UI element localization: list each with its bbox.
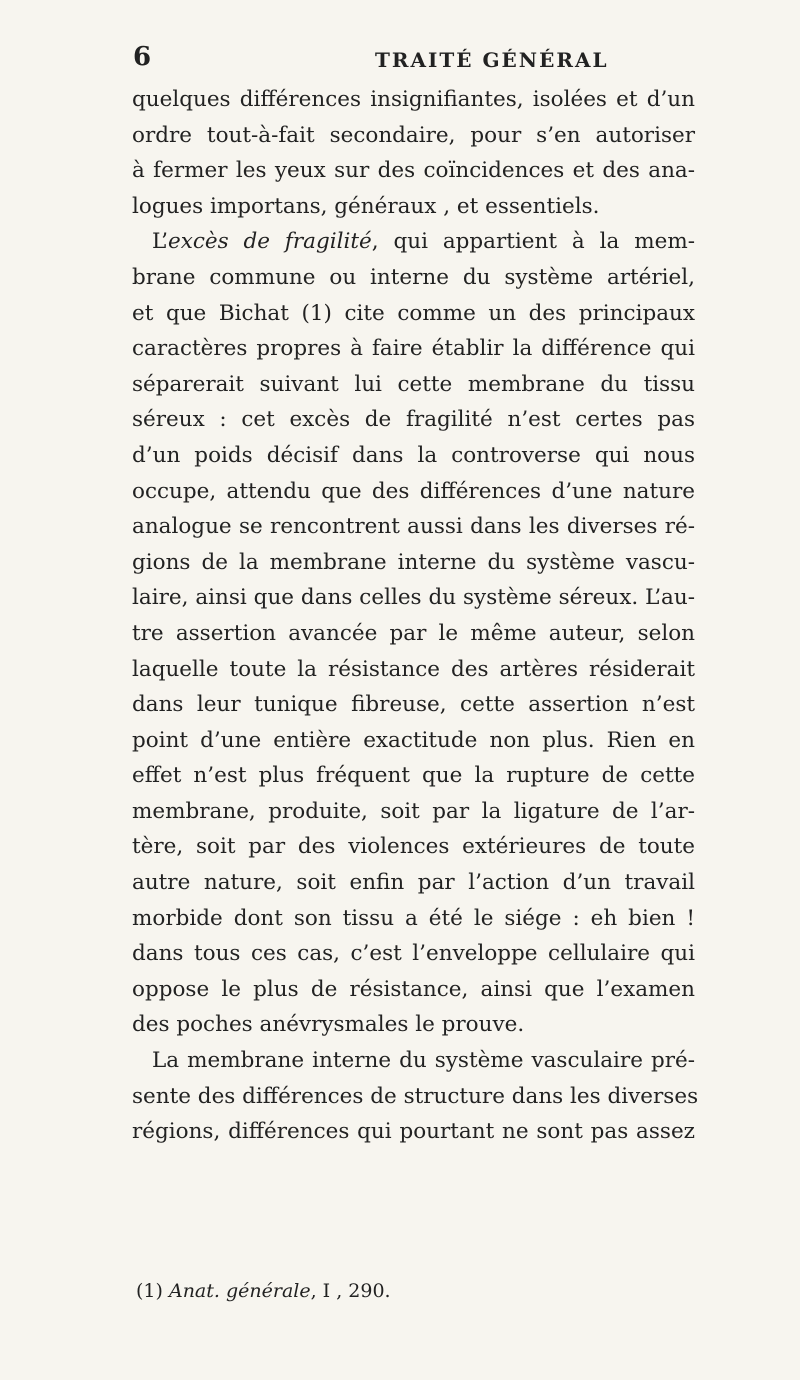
text-line: brane commune ou interne du système artériel,	[132, 264, 695, 290]
footnote-marker: (1)	[136, 1280, 163, 1302]
text-line: autre nature, soit enfin par l’action d’un travail	[132, 870, 695, 896]
text-line: sente des différences de structure dans les diverses	[132, 1083, 699, 1109]
text-line: gions de la membrane interne du système vascu-	[132, 549, 695, 575]
text-line: régions, différences qui pourtant ne sont pas assez	[132, 1119, 695, 1145]
text-line: quelques différences insignifiantes, isolées et d’un	[132, 87, 695, 112]
text-line: ordre tout-à-fait secondaire, pour s’en autoriser	[132, 122, 695, 148]
lead-prefix: L’	[152, 229, 168, 255]
text-line: d’un poids décisif dans la controverse qui nous	[132, 442, 695, 468]
text-line: occupe, attendu que des différences d’une nature	[132, 478, 695, 504]
text-line: membrane, produite, soit par la ligature de l’ar-	[132, 798, 695, 824]
lead-rest: , qui appartient à la mem-	[371, 229, 695, 255]
text-line: oppose le plus de résistance, ainsi que l’examen	[132, 976, 695, 1002]
text-line: dans tous ces cas, c’est l’enveloppe cellulaire qui	[132, 941, 695, 967]
running-title: TRAITÉ GÉNÉRAL	[375, 48, 609, 72]
text-line: et que Bichat (1) cite comme un des principaux	[132, 300, 695, 326]
paragraph-2	[132, 224, 695, 1043]
paragraph-1	[132, 82, 695, 224]
text-line-lead	[132, 224, 695, 260]
page-number: 6	[133, 42, 152, 72]
text-line: La membrane interne du système vasculaire pré-	[152, 1048, 695, 1074]
text-line: point d’une entière exactitude non plus. Rien en	[132, 727, 695, 753]
text-line: logues importans, généraux , et essentiels.	[132, 193, 600, 219]
text-line: séreux : cet excès de fragilité n’est certes pas	[132, 407, 695, 433]
text-line: à fermer les yeux sur des coïncidences et des ana-	[132, 158, 695, 184]
footnote	[136, 1282, 391, 1301]
text-line: caractères propres à faire établir la différence qui	[132, 336, 695, 362]
paragraph-3	[132, 1043, 699, 1150]
text-line: tre assertion avancée par le même auteur, selon	[132, 620, 695, 646]
text-line: tère, soit par des violences extérieures de toute	[132, 834, 695, 860]
body-text	[132, 82, 699, 1150]
footnote-title: Anat. générale	[168, 1280, 311, 1302]
text-line: morbide dont son tissu a été le siége : eh bien !	[132, 905, 695, 931]
text-line: dans leur tunique fibreuse, cette assertion n’est	[132, 692, 695, 718]
text-line: laquelle toute la résistance des artères résiderait	[132, 656, 695, 682]
text-line: effet n’est plus fréquent que la rupture de cette	[132, 763, 695, 789]
text-line: laire, ainsi que dans celles du système séreux. L’au-	[132, 585, 695, 611]
footnote-reference: , I , 290.	[310, 1280, 391, 1302]
text-line: analogue se rencontrent aussi dans les diverses ré-	[132, 514, 695, 540]
italic-term: excès de fragilité	[167, 229, 372, 255]
text-line: séparerait suivant lui cette membrane du tissu	[132, 371, 695, 397]
text-line: des poches anévrysmales le prouve.	[132, 1012, 525, 1038]
